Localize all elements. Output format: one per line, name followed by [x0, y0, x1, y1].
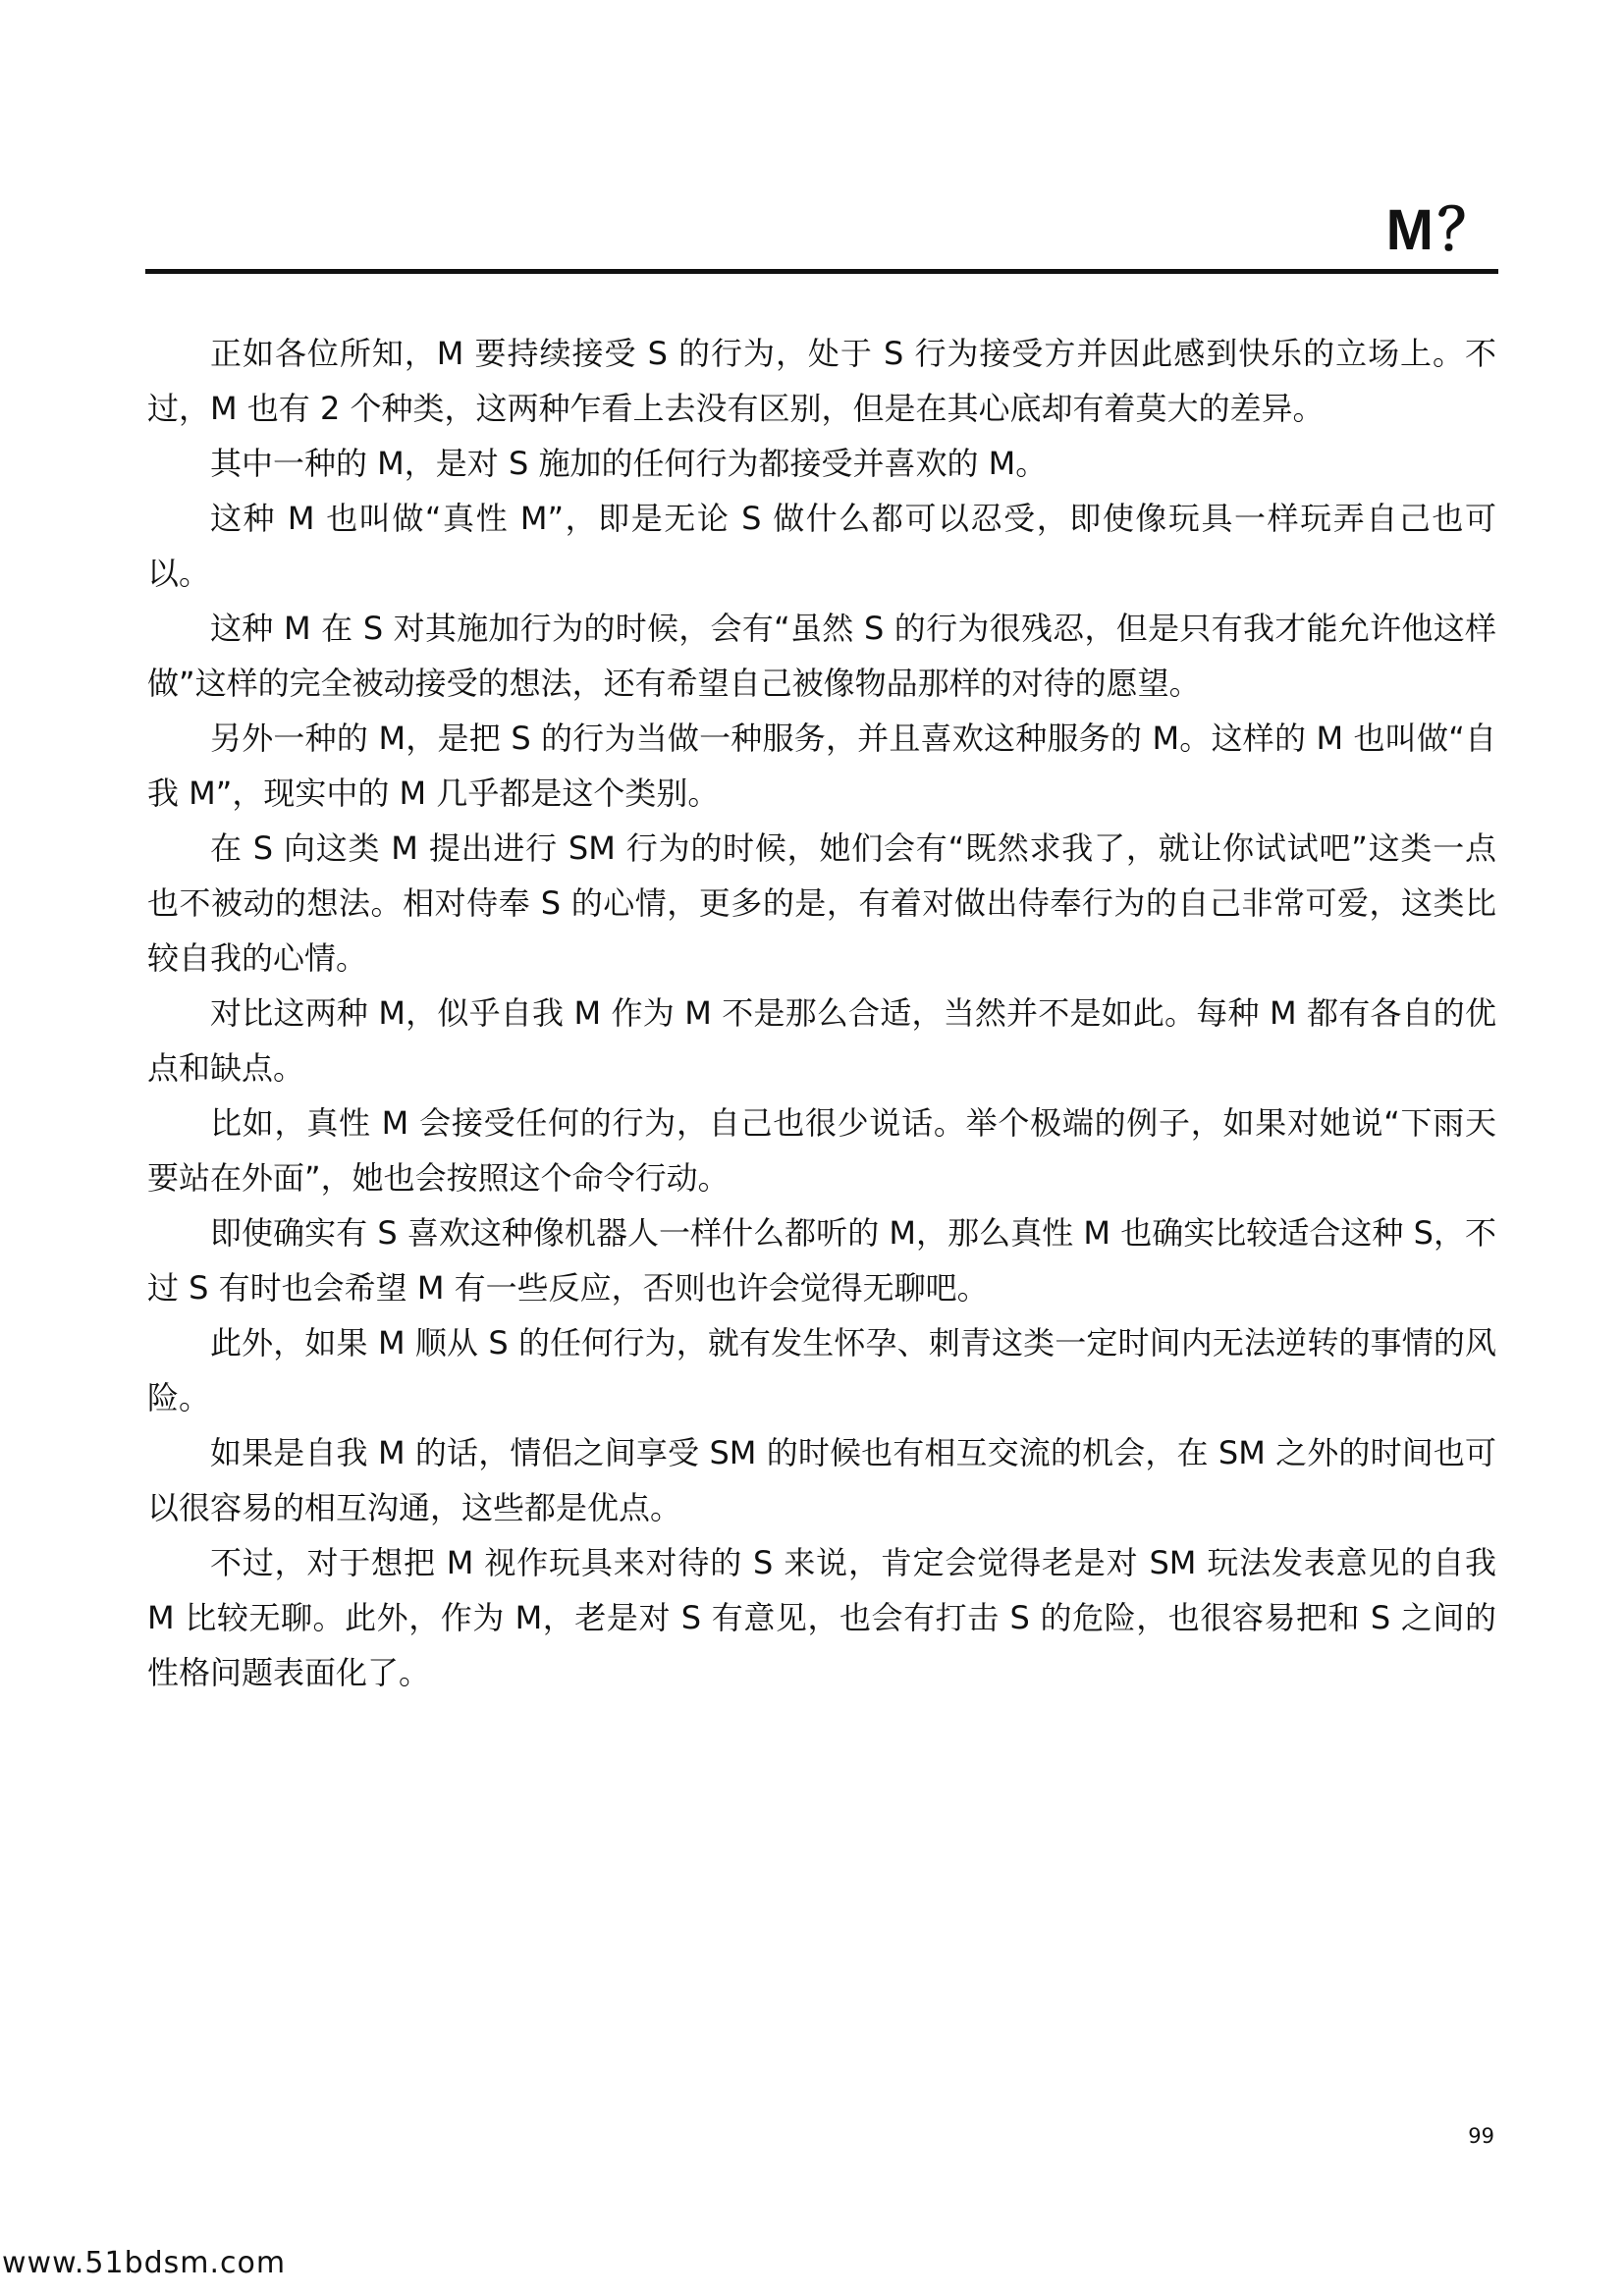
paragraph: 另外一种的 M，是把 S 的行为当做一种服务，并且喜欢这种服务的 M。这样的 M 也叫做“自我 M”，现实中的 M 几乎都是这个类别。: [147, 720, 1496, 812]
page-number: 99: [1468, 2124, 1494, 2148]
site-watermark: www.51bdsm.com: [2, 2246, 287, 2280]
body-text: [147, 326, 1496, 1700]
paragraph: 如果是自我 M 的话，情侣之间享受 SM 的时候也有相互交流的机会，在 SM 之外的时间也可以很容易的相互沟通，这些都是优点。: [147, 1434, 1496, 1526]
paragraph: 比如，真性 M 会接受任何的行为，自己也很少说话。举个极端的例子，如果对她说“下雨天要站在外面”，她也会按照这个命令行动。: [147, 1104, 1496, 1197]
paragraph: 在 S 向这类 M 提出进行 SM 行为的时候，她们会有“既然求我了，就让你试试吧”这类一点也不被动的想法。相对侍奉 S 的心情，更多的是，有着对做出侍奉行为的自己非常可爱，这类比较自我的心情。: [147, 829, 1496, 977]
paragraph: 这种 M 也叫做“真性 M”，即是无论 S 做什么都可以忍受，即使像玩具一样玩弄自己也可以。: [147, 500, 1496, 592]
paragraph: 不过，对于想把 M 视作玩具来对待的 S 来说，肯定会觉得老是对 SM 玩法发表意见的自我 M 比较无聊。此外，作为 M，老是对 S 有意见，也会有打击 S 的危险，也很容易把和 S 之间的性格问题表面化了。: [147, 1544, 1496, 1691]
paragraph: 对比这两种 M，似乎自我 M 作为 M 不是那么合适，当然并不是如此。每种 M 都有各自的优点和缺点。: [147, 994, 1496, 1087]
paragraph: 其中一种的 M，是对 S 施加的任何行为都接受并喜欢的 M。: [210, 445, 1048, 482]
paragraph: 这种 M 在 S 对其施加行为的时候，会有“虽然 S 的行为很残忍，但是只有我才能允许他这样做”这样的完全被动接受的想法，还有希望自己被像物品那样的对待的愿望。: [147, 610, 1496, 702]
paragraph: 即使确实有 S 喜欢这种像机器人一样什么都听的 M，那么真性 M 也确实比较适合这种 S，不过 S 有时也会希望 M 有一些反应，否则也许会觉得无聊吧。: [147, 1214, 1496, 1307]
chapter-title: M？: [1385, 198, 1498, 262]
paragraph: 正如各位所知，M 要持续接受 S 的行为，处于 S 行为接受方并因此感到快乐的立场上。不过，M 也有 2 个种类，这两种乍看上去没有区别，但是在其心底却有着莫大的差异。: [147, 335, 1496, 427]
header-divider: [145, 269, 1498, 274]
paragraph: 此外，如果 M 顺从 S 的任何行为，就有发生怀孕、刺青这类一定时间内无法逆转的事情的风险。: [147, 1324, 1496, 1416]
